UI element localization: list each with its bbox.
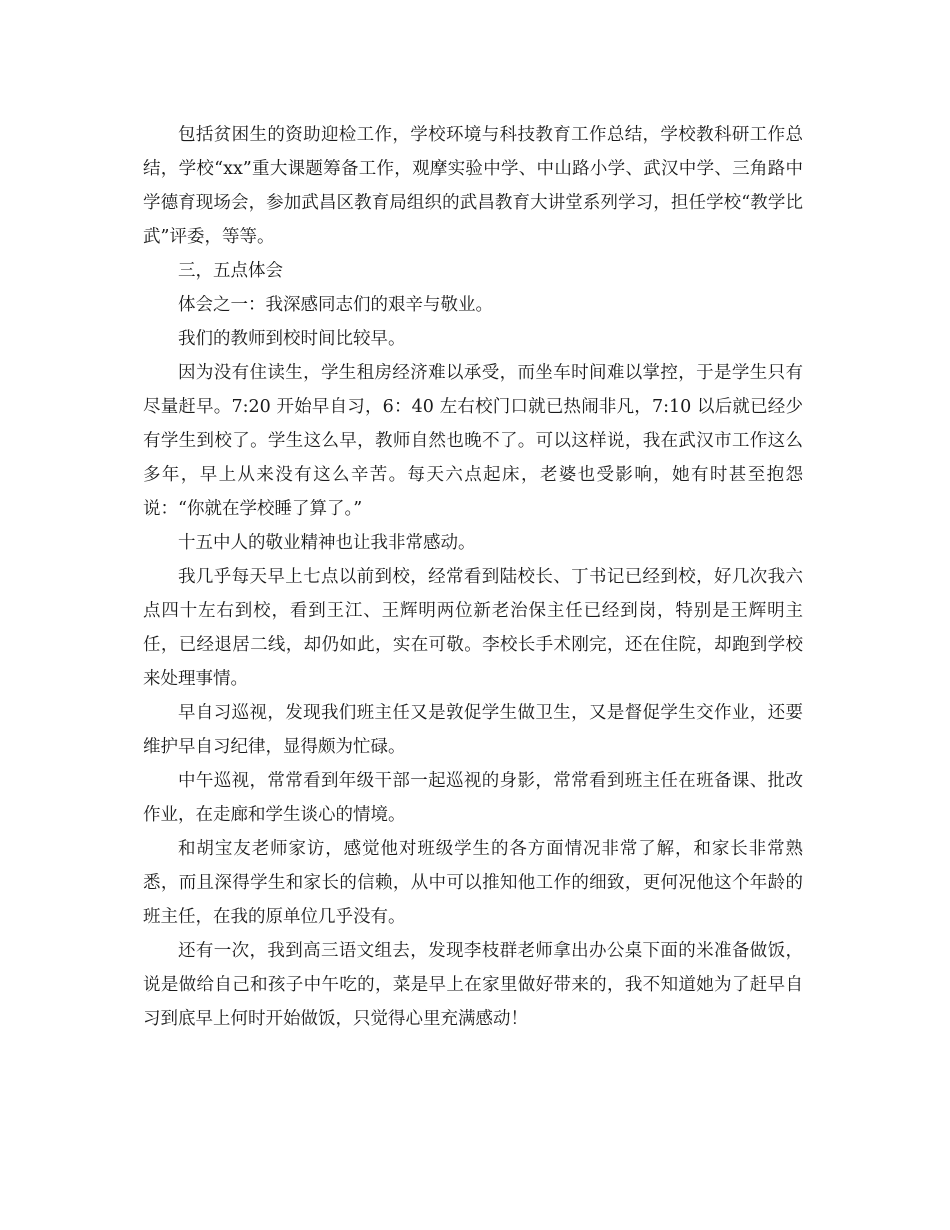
document-body: [143, 118, 803, 1036]
paragraph-insight-one: 体会之一：我深感同志们的艰辛与敬业。: [178, 295, 493, 315]
paragraph-morning-patrol: 早自习巡视，发现我们班主任又是敦促学生做卫生，又是督促学生交作业，还要维护早自习纪律，显得颇为忙碌。: [143, 703, 803, 757]
paragraph-dedication: 十五中人的敬业精神也让我非常感动。: [178, 533, 476, 553]
paragraph-early-arrival: 我们的教师到校时间比较早。: [178, 329, 406, 349]
paragraph-leaders-arrival: 我几乎每天早上七点以前到校，经常看到陆校长、丁书记已经到校，好几次我六点四十左右到校，看到王江、王辉明两位新老治保主任已经到岗，特别是王辉明主任，已经退居二线，却仍如此，实在可敬。李校长手术刚完，还在住院，却跑到学校来处理事情。: [143, 567, 803, 689]
paragraph-teacher-cooking: 还有一次，我到高三语文组去，发现李枝群老师拿出办公桌下面的米准备做饭，说是做给自己和孩子中午吃的，菜是早上在家里做好带来的，我不知道她为了赶早自习到底早上何时开始做饭，只觉得心里充满感动！: [143, 941, 803, 1029]
paragraph-noon-patrol: 中午巡视，常常看到年级干部一起巡视的身影，常常看到班主任在班备课、批改作业，在走廊和学生谈心的情境。: [143, 771, 803, 825]
paragraph-home-visit: 和胡宝友老师家访，感觉他对班级学生的各方面情况非常了解，和家长非常熟悉，而且深得学生和家长的信赖，从中可以推知他工作的细致，更何况他这个年龄的班主任，在我的原单位几乎没有。: [143, 839, 803, 927]
paragraph-early-schedule: 因为没有住读生，学生租房经济难以承受，而坐车时间难以掌控，于是学生只有尽量赶早。7:20 开始早自习，6：40 左右校门口就已热闹非凡，7:10 以后就已经少有学生到校了。学生这么早，教师自然也晚不了。可以这样说，我在武汉市工作这么多年，早上从来没有这么辛苦。每天六点起床，老婆也受影响，她有时甚至抱怨说：“你就在学校睡了算了。”: [143, 363, 803, 519]
section-heading-five-insights: 三，五点体会: [178, 261, 283, 281]
paragraph-work-list: 包括贫困生的资助迎检工作，学校环境与科技教育工作总结，学校教科研工作总结，学校“xx”重大课题筹备工作，观摩实验中学、中山路小学、武汉中学、三角路中学德育现场会，参加武昌区教育局组织的武昌教育大讲堂系列学习，担任学校“教学比武”评委，等等。: [143, 125, 803, 247]
